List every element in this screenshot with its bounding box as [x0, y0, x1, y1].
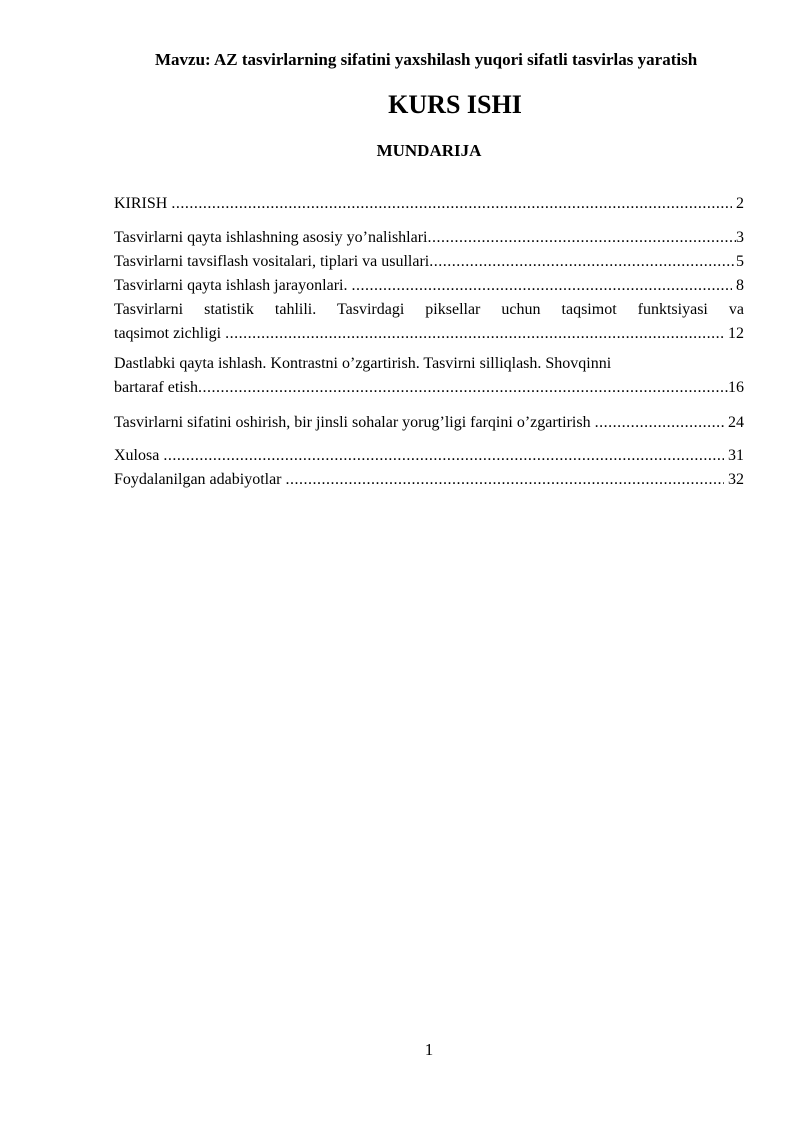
- toc-entry: [114, 444, 744, 468]
- toc-entry-page: 12: [728, 325, 744, 342]
- toc-entry-page: 31: [728, 447, 744, 464]
- dot-leader: [591, 411, 724, 435]
- toc-entry-text: KIRISH: [114, 195, 168, 212]
- toc-entry-text: Tasvirlarni qayta ishlash jarayonlari.: [114, 277, 348, 294]
- toc-entry: [114, 274, 744, 298]
- dot-leader: [427, 226, 736, 250]
- toc-entry-text: Tasvirlarni sifatini oshirish, bir jinsli sohalar yorug’ligi farqini o’zgartirish: [114, 414, 591, 431]
- dot-leader: [167, 192, 732, 216]
- document-title: KURS ISHI: [388, 90, 522, 119]
- toc-entry-page: 32: [728, 471, 744, 488]
- table-of-contents-heading: MUNDARIJA: [376, 141, 482, 160]
- toc-group-3: [114, 411, 744, 435]
- toc-entry-page: 2: [736, 195, 744, 212]
- toc-entry-page: 5: [736, 253, 744, 270]
- toc-group-1: [114, 226, 744, 346]
- dot-leader: [282, 468, 724, 492]
- dot-leader: [159, 444, 724, 468]
- toc-entry: [114, 376, 744, 400]
- dot-leader: [221, 322, 724, 346]
- toc-group-2: [114, 352, 744, 400]
- toc-entry: [114, 250, 744, 274]
- toc-entry: [114, 411, 744, 435]
- toc-entry-text: Xulosa: [114, 447, 160, 464]
- toc-entry-first-line: Dastlabki qayta ishlash. Kontrastni o’zgartirish. Tasvirni silliqlash. Shovqinni: [114, 355, 612, 372]
- toc-entry-page: 8: [736, 277, 744, 294]
- document-topic: Mavzu: AZ tasvirlarning sifatini yaxshilash yuqori sifatli tasvirlas yaratish: [155, 50, 698, 69]
- toc-entry: [114, 322, 744, 346]
- toc-entry-text: bartaraf etish: [114, 379, 198, 396]
- toc-group-4: [114, 444, 744, 492]
- toc-entry-text: Tasvirlarni qayta ishlashning asosiy yo’nalishlari: [114, 229, 428, 246]
- toc-entry: [114, 226, 744, 250]
- toc-entry: [114, 468, 744, 492]
- toc-entry-text: Tasvirlarni tavsiflash vositalari, tiplari va usullari: [114, 253, 430, 270]
- dot-leader: [347, 274, 732, 298]
- dot-leader: [198, 376, 728, 400]
- toc-entry-text: taqsimot zichligi: [114, 325, 222, 342]
- toc-entry-page: 3: [736, 229, 744, 246]
- toc-entry-text: Foydalanilgan adabiyotlar: [114, 471, 282, 488]
- toc-entry-kirish: [114, 192, 744, 216]
- toc-entry-first-line: Tasvirlarni statistik tahlili. Tasvirdagi piksellar uchun taqsimot funktsiyasi va: [114, 301, 744, 318]
- toc-entry-page: 16: [728, 379, 744, 396]
- dot-leader: [429, 250, 736, 274]
- toc-entry-page: 24: [728, 414, 744, 431]
- page-number: 1: [424, 1040, 434, 1059]
